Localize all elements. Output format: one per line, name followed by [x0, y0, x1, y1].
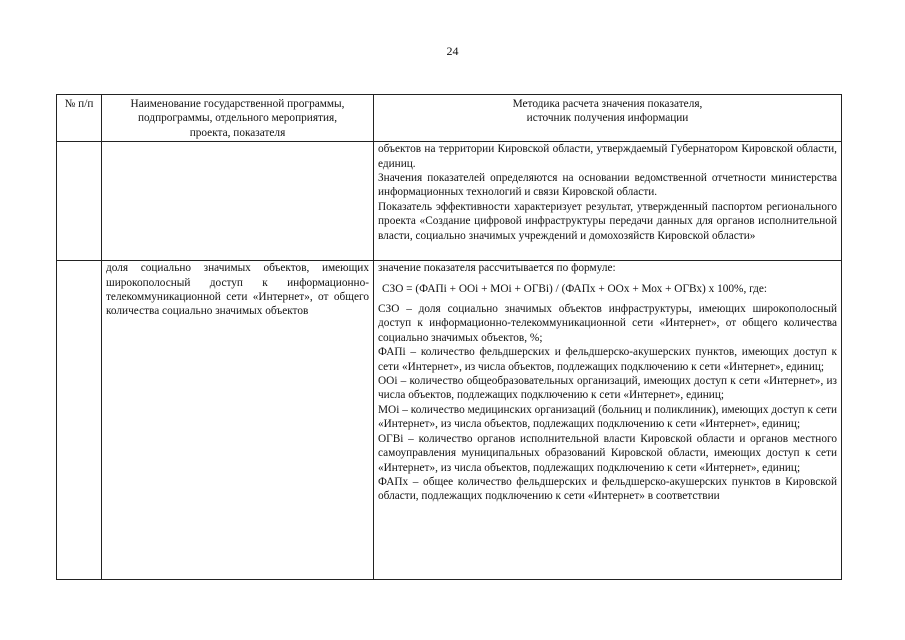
row-number-cell — [57, 261, 102, 580]
row-methodology-cell — [374, 261, 842, 580]
table-row — [57, 261, 842, 580]
methodology-paragraph: Значения показателей определяются на основании ведомственной отчетности министерства информационных технологий и связи Кировской области. — [378, 172, 837, 199]
row-methodology-cell — [374, 142, 842, 261]
methodology-paragraph: объектов на территории Кировской области, утверждаемый Губернатором Кировской области, единиц. — [378, 143, 837, 170]
header-number-text: № п/п — [64, 98, 94, 110]
header-program-line: подпрограммы, отдельного мероприятия, — [137, 112, 338, 125]
definition-item: ООi – количество общеобразовательных организаций, имеющих доступ к сети «Интернет», из числа объектов, подлежащих подключению к сети «Интернет», единиц; — [378, 375, 837, 402]
formula: СЗО = (ФАПi + ООi + МОi + ОГВi) / (ФАПх + ООх + Мох + ОГВх) x 100%, где: — [382, 282, 768, 295]
row-name-cell — [102, 142, 374, 261]
page-number: 24 — [446, 44, 459, 58]
header-program-line: проекта, показателя — [189, 126, 286, 139]
formula-intro: значение показателя рассчитывается по формуле: — [378, 262, 616, 275]
definition-item: ОГВi – количество органов исполнительной власти Кировской области и органов местного самоуправления муниципальных образований Кировской области, имеющих доступ к сети «Интернет», из числа объектов, подлежащих подключению к сети «Интернет», единиц; — [378, 432, 837, 474]
definition-item: СЗО – доля социально значимых объектов инфраструктуры, имеющих широкополосный доступ к информационно-телекоммуникационной сети «Интернет», от общего количества социально значимых объектов, %; — [378, 303, 837, 344]
header-methodology-line: источник получения информации — [526, 112, 689, 125]
header-number — [57, 95, 102, 142]
header-methodology-line: Методика расчета значения показателя, — [512, 98, 703, 110]
definition-item: ФАПх – общее количество фельдшерских и фельдшерско-акушерских пунктов в Кировской области, подлежащих подключению к сети «Интернет» в соответствии — [378, 475, 837, 503]
table-header-row — [57, 95, 842, 142]
definition-item: ФАПi – количество фельдшерских и фельдшерско-акушерских пунктов, имеющих доступ к сети «Интернет», из числа объектов, подлежащих подключению к сети «Интернет», единиц; — [378, 346, 837, 373]
header-program-line: Наименование государственной программы, — [130, 98, 345, 110]
header-methodology — [374, 95, 842, 142]
row-name-cell — [102, 261, 374, 580]
methodology-paragraph: Показатель эффективности характеризует результат, утвержденный паспортом регионального проекта «Создание цифровой инфраструктуры передачи данных для органов исполнительной власти, социально значимых учреждений и домохозяйств Кировской области» — [378, 200, 837, 242]
row-number-cell — [57, 142, 102, 261]
table-row — [57, 142, 842, 261]
indicator-table — [56, 94, 842, 580]
indicator-name: доля социально значимых объектов, имеющих широкополосный доступ к информационно-телекоммуникационной сети «Интернет», от общего количества социально значимых объектов — [106, 262, 369, 318]
definition-item: МОi – количество медицинских организаций (больниц и поликлиник), имеющих доступ к сети «Интернет», из числа объектов, подлежащих подключению к сети «Интернет», единиц; — [378, 403, 837, 431]
header-program-name — [102, 95, 374, 142]
